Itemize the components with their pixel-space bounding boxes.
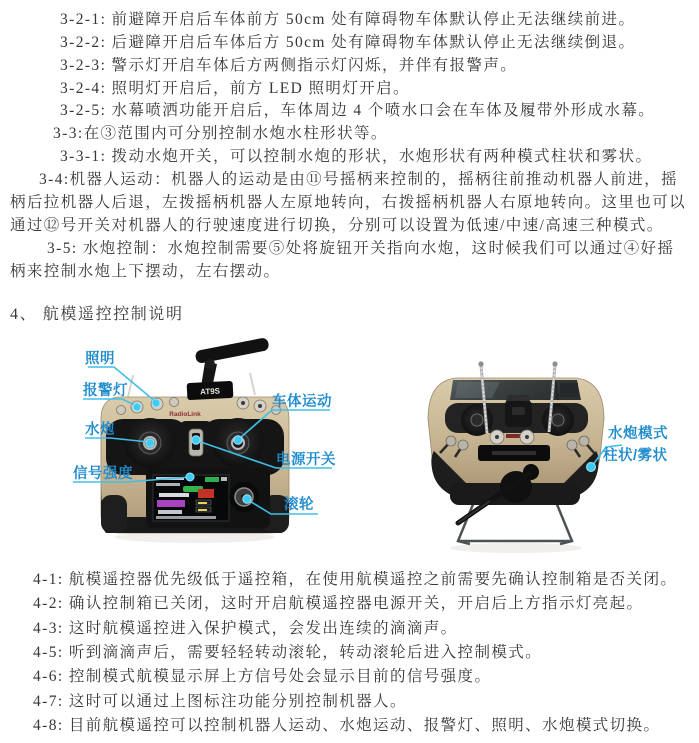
doc-line-3-4a: 3-4:机器人运动：机器人的运动是由⑪号摇柄来控制的，摇柄往前推动机器人前进，摇 (39, 171, 678, 188)
doc-line-4-5: 4-5: 听到滴滴声后，需要轻轻转动滚轮，转动滚轮后进入控制模式。 (33, 644, 543, 661)
right-controller-figure (428, 361, 604, 553)
model-label: AT9S (199, 386, 221, 397)
doc-line-3-2-4: 3-2-4: 照明灯开启后，前方 LED 照明灯开启。 (60, 80, 410, 97)
doc-line-3-4b: 柄后拉机器人后退，左拨摇柄机器人左原地转向，右拨摇柄机器人右原地转向。这里也可以 (10, 194, 687, 211)
callout-label-vehicle-motion: 车体运动 (272, 394, 332, 410)
doc-line-4-1: 4-1: 航模遥控器优先级低于遥控箱，在使用航模遥控之前需要先确认控制箱是否关闭。 (33, 571, 678, 588)
callout-dot-signal-strength (186, 473, 194, 481)
doc-line-3-5a: 3-5: 水炮控制：水炮控制需要⑤处将旋钮开关指向水炮，这时候我们可以通过④好摇 (47, 240, 675, 257)
doc-line-3-2-1: 3-2-1: 前避障开启后车体前方 50cm 处有障碍物车体默认停止无法继续前进。 (60, 11, 636, 28)
doc-line-4-8: 4-8: 目前航模遥控可以控制机器人运动、水炮运动、报警灯、照明、水炮模式切换。 (33, 717, 661, 734)
model-plate (187, 381, 234, 400)
callout-label-alarm-light: 报警灯 (83, 383, 128, 399)
doc-line-3-2-5: 3-2-5: 水幕喷洒功能开启后，车体周边 4 个喷水口会在车体及履带外形成水幕。 (60, 102, 656, 119)
doc-line-3-5b: 柄来控制水炮上下摆动，左右摆动。 (10, 263, 281, 280)
doc-line-3-2-3: 3-2-3: 警示灯开启车体后方两侧指示灯闪烁，并伴有报警声。 (60, 57, 518, 74)
brand-label: RadioLink (169, 411, 201, 418)
callout-dot-vehicle-motion (234, 436, 242, 444)
doc-line-4-6: 4-6: 控制模式航模显示屏上方信号处会显示目前的信号强度。 (33, 668, 492, 685)
doc-line-4-7: 4-7: 这时可以通过上图标注功能分别控制机器人。 (33, 693, 407, 710)
callout-label-scroll-wheel: 滚轮 (284, 497, 314, 513)
callout-label-column-mist: 柱状/雾状 (603, 448, 668, 464)
doc-line-3-2-2: 3-2-2: 后避障开启后车体后方 50cm 处有障碍物车体默认停止无法继续倒退。 (60, 34, 636, 51)
callout-dot-power-switch (192, 436, 200, 444)
doc-line-3-4c: 通过⑫号开关对机器人的行驶速度进行切换，分别可以设置为低速/中速/高速三种模式。 (10, 217, 664, 234)
callout-dot-alarm-light (133, 403, 141, 411)
doc-line-4-3: 4-3: 这时航模遥控进入保护模式，会发出连续的滴滴声。 (33, 620, 458, 637)
toggle-tip-right (250, 373, 255, 395)
callout-label-signal-strength: 信号强度 (73, 466, 133, 482)
doc-line-3-3: 3-3:在③范围内可分别控制水炮水柱形状等。 (53, 125, 388, 142)
callout-label-lighting: 照明 (85, 351, 115, 367)
callout-label-power-switch: 电源开关 (276, 452, 336, 468)
rear-model-bar-text (492, 451, 536, 455)
callout-dot-water-cannon (146, 439, 154, 447)
doc-line-4-2: 4-2: 确认控制箱已关闭，这时开启航模遥控器电源开关，开启后上方指示灯亮起。 (33, 595, 644, 612)
callout-dot-cannon-mode (587, 463, 596, 472)
callout-dot-scroll-wheel (243, 495, 251, 503)
grip-left-pad (101, 495, 127, 533)
doc-line-3-3-1: 3-3-1: 拨动水炮开关，可以控制水炮的形状，水炮形状有两种模式柱状和雾状。 (60, 148, 653, 165)
callout-dot-lighting (152, 399, 160, 407)
remote-controllers-figure (0, 337, 699, 562)
callout-label-water-cannon: 水炮 (85, 422, 115, 438)
section-4-heading: 4、 航模遥控控制说明 (10, 306, 184, 323)
callout-label-cannon-mode: 水炮模式 (608, 426, 668, 442)
